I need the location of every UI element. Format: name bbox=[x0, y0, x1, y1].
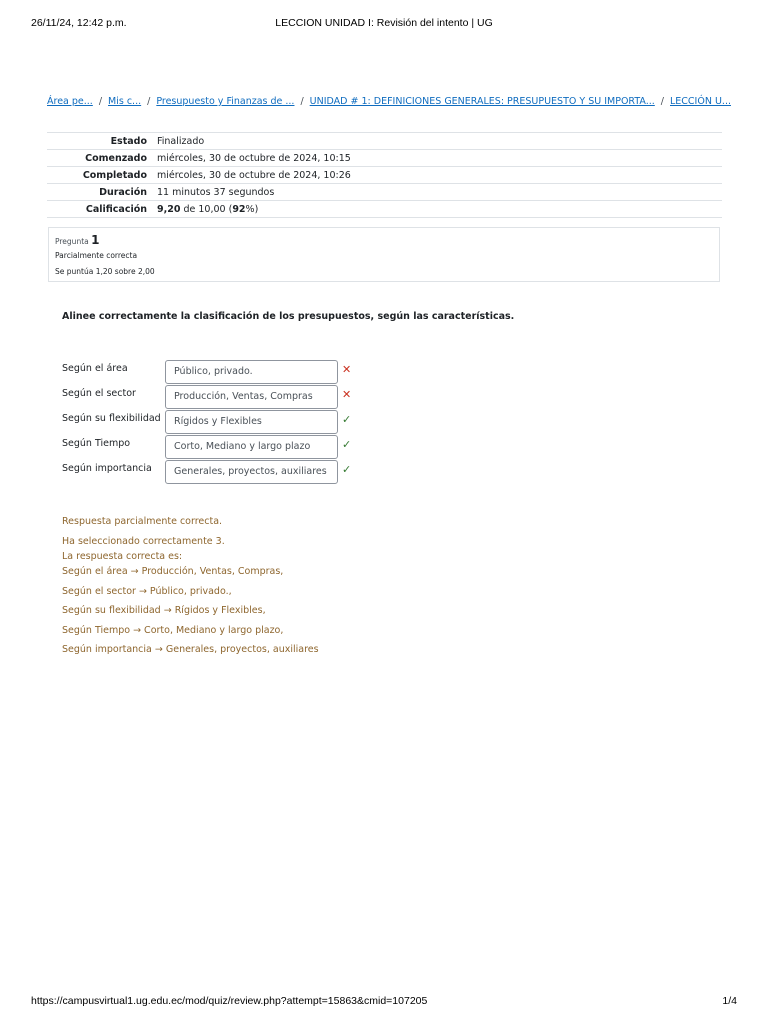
cross-icon: ✕ bbox=[342, 363, 352, 376]
match-label: Según el área bbox=[62, 363, 128, 374]
summary-label: Duración bbox=[99, 186, 147, 198]
grade-value: 9,20 bbox=[157, 203, 181, 215]
print-url: https://campusvirtual1.ug.edu.ec/mod/quiz/review.php?attempt=15863&cmid=107205 bbox=[31, 995, 428, 1007]
breadcrumb-item-unit[interactable]: UNIDAD # 1: DEFINICIONES GENERALES: PRESUPUESTO Y SU IMPORTA... bbox=[309, 96, 655, 107]
correct-answer-line: Según Tiempo → Corto, Mediano y largo plazo, bbox=[62, 625, 284, 636]
print-datetime: 26/11/24, 12:42 p.m. bbox=[31, 17, 127, 29]
match-answer-select[interactable]: Generales, proyectos, auxiliares bbox=[165, 460, 338, 484]
grade-out-of: de 10,00 ( bbox=[183, 203, 233, 215]
grade-percent: 92 bbox=[232, 203, 246, 215]
question-grade: Se puntúa 1,20 sobre 2,00 bbox=[55, 267, 155, 276]
print-page-title: LECCION UNIDAD I: Revisión del intento | UG bbox=[275, 17, 493, 29]
summary-value: Finalizado bbox=[157, 135, 205, 147]
summary-label: Estado bbox=[110, 135, 147, 147]
feedback-selected: Ha seleccionado correctamente 3. bbox=[62, 536, 225, 547]
summary-row-duration bbox=[47, 184, 722, 201]
breadcrumb bbox=[47, 96, 731, 107]
breadcrumb-item-my-courses[interactable]: Mis c... bbox=[108, 96, 142, 107]
question-prefix: Pregunta bbox=[55, 237, 89, 246]
summary-value bbox=[157, 201, 722, 218]
match-answer-select[interactable]: Producción, Ventas, Compras bbox=[165, 385, 338, 409]
correct-answer-line: Según su flexibilidad → Rígidos y Flexibles, bbox=[62, 605, 266, 616]
breadcrumb-item-area[interactable]: Área pe... bbox=[47, 96, 93, 107]
summary-row-grade bbox=[47, 201, 722, 218]
check-icon: ✓ bbox=[342, 438, 352, 451]
summary-row-status bbox=[47, 133, 722, 150]
check-icon: ✓ bbox=[342, 413, 352, 426]
match-answer-select[interactable]: Público, privado. bbox=[165, 360, 338, 384]
breadcrumb-separator: / bbox=[98, 96, 103, 107]
summary-label: Completado bbox=[82, 169, 147, 181]
match-answer-select[interactable]: Rígidos y Flexibles bbox=[165, 410, 338, 434]
question-info-box bbox=[48, 227, 720, 282]
breadcrumb-item-course[interactable]: Presupuesto y Finanzas de ... bbox=[156, 96, 295, 107]
attempt-summary-table bbox=[47, 132, 722, 218]
match-label: Según su flexibilidad bbox=[62, 413, 161, 424]
summary-row-started bbox=[47, 150, 722, 167]
question-state: Parcialmente correcta bbox=[55, 251, 138, 260]
feedback-result: Respuesta parcialmente correcta. bbox=[62, 516, 223, 527]
breadcrumb-separator: / bbox=[300, 96, 304, 107]
question-text: Alinee correctamente la clasificación de los presupuestos, según las características. bbox=[62, 311, 515, 322]
grade-percent-suffix: %) bbox=[245, 203, 259, 215]
summary-label: Calificación bbox=[85, 203, 147, 215]
question-number-value: 1 bbox=[91, 233, 100, 247]
summary-label: Comenzado bbox=[85, 152, 147, 164]
summary-value: 11 minutos 37 segundos bbox=[157, 186, 275, 198]
match-label: Según importancia bbox=[62, 463, 152, 474]
summary-row-completed bbox=[47, 167, 722, 184]
summary-value: miércoles, 30 de octubre de 2024, 10:26 bbox=[157, 169, 351, 181]
match-answer-select[interactable]: Corto, Mediano y largo plazo bbox=[165, 435, 338, 459]
breadcrumb-separator: / bbox=[660, 96, 664, 107]
summary-value: miércoles, 30 de octubre de 2024, 10:15 bbox=[157, 152, 351, 164]
correct-answer-line: Según el sector → Público, privado., bbox=[62, 586, 232, 597]
cross-icon: ✕ bbox=[342, 388, 352, 401]
breadcrumb-item-lesson[interactable]: LECCIÓN U... bbox=[670, 96, 731, 107]
question-number bbox=[55, 233, 713, 247]
feedback-intro: La respuesta correcta es: bbox=[62, 551, 183, 562]
check-icon: ✓ bbox=[342, 463, 352, 476]
correct-answer-line: Según importancia → Generales, proyectos, auxiliares bbox=[62, 644, 319, 655]
print-footer bbox=[31, 995, 737, 1007]
print-page-number: 1/4 bbox=[722, 995, 737, 1007]
match-label: Según el sector bbox=[62, 388, 136, 399]
breadcrumb-separator: / bbox=[147, 96, 151, 107]
match-label: Según Tiempo bbox=[62, 438, 131, 449]
correct-answer-line: Según el área → Producción, Ventas, Compras, bbox=[62, 566, 284, 577]
